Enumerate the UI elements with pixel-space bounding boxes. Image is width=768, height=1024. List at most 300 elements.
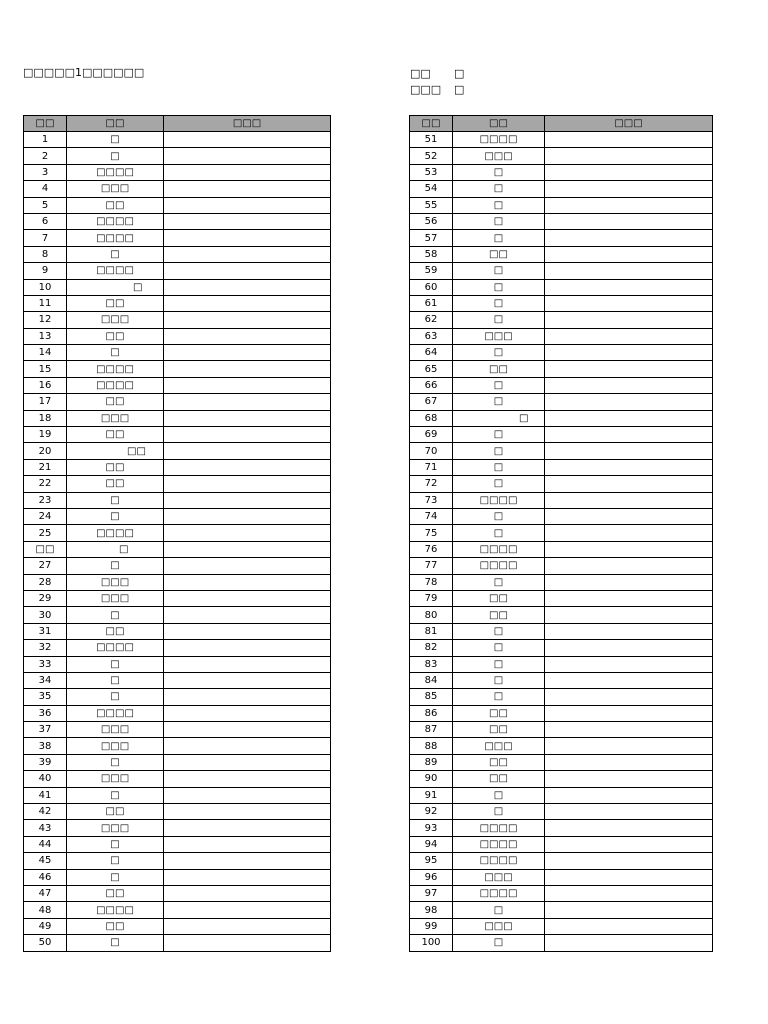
answer-cell[interactable] (164, 508, 331, 524)
table-row (24, 623, 331, 639)
table-header-row (24, 116, 331, 132)
row-number: 32 (24, 640, 67, 656)
answer-cell[interactable] (545, 689, 713, 705)
table-row (410, 656, 713, 672)
row-number: 33 (24, 656, 67, 672)
answer-cell[interactable] (545, 263, 713, 279)
answer-cell[interactable] (545, 836, 713, 852)
table-row (410, 410, 713, 426)
row-word: □ (67, 492, 164, 508)
table-row (24, 705, 331, 721)
table-row (410, 935, 713, 951)
meta-block (410, 66, 474, 98)
row-word: □ (453, 672, 545, 688)
row-word: □□ (67, 394, 164, 410)
answer-cell[interactable] (164, 836, 331, 852)
answer-cell[interactable] (545, 410, 713, 426)
answer-cell[interactable] (545, 361, 713, 377)
table-row (410, 869, 713, 885)
answer-cell[interactable] (545, 427, 713, 443)
row-word: □□ (67, 476, 164, 492)
row-word: □□□□ (453, 836, 545, 852)
row-number: 65 (410, 361, 453, 377)
table-row (24, 213, 331, 229)
answer-cell[interactable] (545, 394, 713, 410)
row-word: □ (453, 804, 545, 820)
row-number: 68 (410, 410, 453, 426)
answer-cell[interactable] (545, 656, 713, 672)
row-word: □□ (67, 459, 164, 475)
answer-cell[interactable] (545, 181, 713, 197)
answer-cell[interactable] (164, 197, 331, 213)
row-number: 58 (410, 246, 453, 262)
answer-cell[interactable] (164, 918, 331, 934)
answer-cell[interactable] (164, 820, 331, 836)
table-body-left (24, 132, 331, 952)
row-word: □ (453, 689, 545, 705)
table-row (24, 558, 331, 574)
answer-cell[interactable] (545, 902, 713, 918)
row-number: 70 (410, 443, 453, 459)
table-row (24, 443, 331, 459)
table-row (410, 246, 713, 262)
meta-row-1 (410, 66, 474, 82)
table-row (24, 312, 331, 328)
row-word: □ (453, 263, 545, 279)
row-number: 2 (24, 148, 67, 164)
answer-cell[interactable] (545, 804, 713, 820)
row-word: □□ (453, 722, 545, 738)
row-number: 61 (410, 295, 453, 311)
answer-cell[interactable] (164, 902, 331, 918)
row-word: □ (453, 508, 545, 524)
answer-cell[interactable] (164, 377, 331, 393)
answer-cell[interactable] (164, 771, 331, 787)
row-number: 62 (410, 312, 453, 328)
answer-cell[interactable] (545, 590, 713, 606)
answer-cell[interactable] (164, 459, 331, 475)
answer-cell[interactable] (545, 541, 713, 557)
header-number: □□ (410, 116, 453, 132)
row-word: □□□□ (67, 705, 164, 721)
answer-cell[interactable] (545, 525, 713, 541)
row-word: □□ (67, 804, 164, 820)
row-number: 87 (410, 722, 453, 738)
table-row (410, 361, 713, 377)
row-word: □□ (67, 885, 164, 901)
row-number: 56 (410, 213, 453, 229)
table-row (24, 869, 331, 885)
table-row (24, 738, 331, 754)
row-number: 35 (24, 689, 67, 705)
row-word: □□□ (67, 738, 164, 754)
answer-cell[interactable] (164, 213, 331, 229)
row-number: 31 (24, 623, 67, 639)
answer-cell[interactable] (164, 328, 331, 344)
answer-cell[interactable] (164, 935, 331, 951)
answer-cell[interactable] (545, 443, 713, 459)
answer-cell[interactable] (545, 148, 713, 164)
row-word: □ (67, 672, 164, 688)
answer-cell[interactable] (164, 574, 331, 590)
row-number: 12 (24, 312, 67, 328)
row-word: □□□□ (67, 263, 164, 279)
row-number: 10 (24, 279, 67, 295)
table-row (410, 541, 713, 557)
table-row (410, 738, 713, 754)
answer-cell[interactable] (545, 722, 713, 738)
table-row (24, 508, 331, 524)
table-row (24, 787, 331, 803)
answer-cell[interactable] (164, 656, 331, 672)
table-row (24, 541, 331, 557)
row-word: □ (67, 935, 164, 951)
row-number: 99 (410, 918, 453, 934)
answer-cell[interactable] (545, 328, 713, 344)
answer-cell[interactable] (164, 705, 331, 721)
row-word: □□□□ (67, 361, 164, 377)
answer-cell[interactable] (164, 410, 331, 426)
row-word: □□□ (453, 918, 545, 934)
answer-cell[interactable] (164, 804, 331, 820)
row-number: 49 (24, 918, 67, 934)
row-word: □ (67, 148, 164, 164)
row-number: 13 (24, 328, 67, 344)
table-row (410, 525, 713, 541)
row-number: 20 (24, 443, 67, 459)
row-word: □□□ (67, 820, 164, 836)
table-row (410, 427, 713, 443)
answer-cell[interactable] (545, 672, 713, 688)
sheet-title: □□□□□1□□□□□□ (23, 66, 145, 79)
table-row (410, 771, 713, 787)
table-row (24, 164, 331, 180)
row-word: □□ (453, 361, 545, 377)
row-word: □□□ (453, 148, 545, 164)
answer-cell[interactable] (164, 295, 331, 311)
row-number: 84 (410, 672, 453, 688)
row-number: 77 (410, 558, 453, 574)
row-number: 27 (24, 558, 67, 574)
answer-cell[interactable] (545, 918, 713, 934)
row-number: 36 (24, 705, 67, 721)
answer-cell[interactable] (545, 607, 713, 623)
row-word: □ (67, 607, 164, 623)
table-row (410, 574, 713, 590)
row-word: □ (453, 164, 545, 180)
table-row (24, 377, 331, 393)
table-row (24, 836, 331, 852)
row-number: 90 (410, 771, 453, 787)
table-row (24, 754, 331, 770)
answer-cell[interactable] (545, 771, 713, 787)
row-number: 93 (410, 820, 453, 836)
row-word: □□ (67, 427, 164, 443)
row-number: 18 (24, 410, 67, 426)
row-word: □ (67, 853, 164, 869)
answer-cell[interactable] (164, 590, 331, 606)
answer-cell[interactable] (545, 885, 713, 901)
table-row (410, 590, 713, 606)
row-number: 21 (24, 459, 67, 475)
answer-cell[interactable] (164, 230, 331, 246)
row-word: □□ (453, 246, 545, 262)
table-row (24, 181, 331, 197)
table-row (410, 476, 713, 492)
table-row (24, 902, 331, 918)
answer-cell[interactable] (545, 246, 713, 262)
answer-cell[interactable] (164, 853, 331, 869)
row-number: 47 (24, 885, 67, 901)
table-row (410, 885, 713, 901)
row-number: 75 (410, 525, 453, 541)
row-word: □ (453, 787, 545, 803)
answer-cell[interactable] (164, 246, 331, 262)
row-number: 85 (410, 689, 453, 705)
answer-cell[interactable] (164, 672, 331, 688)
answer-cell[interactable] (545, 754, 713, 770)
answer-cell[interactable] (164, 492, 331, 508)
answer-cell[interactable] (545, 787, 713, 803)
answer-cell[interactable] (545, 574, 713, 590)
answer-cell[interactable] (164, 132, 331, 148)
table-row (410, 902, 713, 918)
row-word: □□ (453, 607, 545, 623)
row-number: 96 (410, 869, 453, 885)
row-number: 51 (410, 132, 453, 148)
table-row (410, 328, 713, 344)
answer-cell[interactable] (164, 361, 331, 377)
row-word: □ (67, 869, 164, 885)
row-number: 57 (410, 230, 453, 246)
table-row (410, 164, 713, 180)
row-number: 53 (410, 164, 453, 180)
answer-cell[interactable] (164, 869, 331, 885)
row-word: □ (67, 656, 164, 672)
row-word: □ (453, 377, 545, 393)
row-word: □□□ (453, 869, 545, 885)
answer-cell[interactable] (545, 623, 713, 639)
table-row (24, 246, 331, 262)
answer-cell[interactable] (164, 787, 331, 803)
row-number: 25 (24, 525, 67, 541)
table-row (24, 492, 331, 508)
row-word: □ (453, 181, 545, 197)
row-number: 92 (410, 804, 453, 820)
row-number: 22 (24, 476, 67, 492)
row-word: □□□□ (67, 230, 164, 246)
row-word: □□ (67, 197, 164, 213)
row-number: 50 (24, 935, 67, 951)
table-row (410, 443, 713, 459)
table-row (24, 476, 331, 492)
row-number: 94 (410, 836, 453, 852)
row-word: □□□ (453, 738, 545, 754)
answer-cell[interactable] (545, 935, 713, 951)
row-number: 100 (410, 935, 453, 951)
answer-cell[interactable] (164, 312, 331, 328)
answer-cell[interactable] (545, 132, 713, 148)
row-word: □ (453, 279, 545, 295)
row-word: □ (453, 427, 545, 443)
row-word: □□□□ (453, 885, 545, 901)
table-row (410, 804, 713, 820)
row-number: 1 (24, 132, 67, 148)
row-word: □□□ (67, 722, 164, 738)
answer-cell[interactable] (545, 853, 713, 869)
row-word: □ (453, 312, 545, 328)
table-row (24, 607, 331, 623)
answer-cell[interactable] (164, 181, 331, 197)
row-number: 43 (24, 820, 67, 836)
answer-cell[interactable] (164, 558, 331, 574)
row-word: □□□□ (453, 820, 545, 836)
answer-cell[interactable] (164, 754, 331, 770)
row-word: □□ (67, 295, 164, 311)
table-row (24, 230, 331, 246)
answer-cell[interactable] (545, 345, 713, 361)
answer-cell[interactable] (164, 525, 331, 541)
table-row (24, 820, 331, 836)
row-word: □□ (67, 918, 164, 934)
answer-cell[interactable] (164, 541, 331, 557)
answer-cell[interactable] (164, 476, 331, 492)
row-number: 42 (24, 804, 67, 820)
row-word: □ (67, 787, 164, 803)
answer-cell[interactable] (545, 558, 713, 574)
row-word: □ (67, 836, 164, 852)
answer-cell[interactable] (545, 640, 713, 656)
row-number: 59 (410, 263, 453, 279)
answer-cell[interactable] (164, 443, 331, 459)
row-word: □□□□ (67, 525, 164, 541)
answer-cell[interactable] (545, 705, 713, 721)
row-number: 38 (24, 738, 67, 754)
answer-cell[interactable] (545, 377, 713, 393)
row-word: □ (453, 525, 545, 541)
word-table-right (409, 115, 713, 952)
answer-cell[interactable] (164, 722, 331, 738)
row-number: 78 (410, 574, 453, 590)
row-word: □□□ (67, 590, 164, 606)
row-word: □ (453, 656, 545, 672)
answer-cell[interactable] (545, 279, 713, 295)
answer-cell[interactable] (545, 213, 713, 229)
row-number: 41 (24, 787, 67, 803)
answer-cell[interactable] (545, 295, 713, 311)
answer-cell[interactable] (164, 640, 331, 656)
table-row (24, 672, 331, 688)
table-row (24, 640, 331, 656)
answer-cell[interactable] (545, 164, 713, 180)
table-row (410, 312, 713, 328)
answer-cell[interactable] (164, 885, 331, 901)
row-number: 37 (24, 722, 67, 738)
table-row (410, 295, 713, 311)
table-row (24, 885, 331, 901)
answer-cell[interactable] (164, 689, 331, 705)
row-word: □ (453, 623, 545, 639)
table-row (24, 771, 331, 787)
row-number: 4 (24, 181, 67, 197)
row-number: 69 (410, 427, 453, 443)
row-word: □□ (453, 754, 545, 770)
header-answer: □□□ (545, 116, 713, 132)
answer-cell[interactable] (164, 623, 331, 639)
row-word: □□□ (67, 312, 164, 328)
answer-cell[interactable] (164, 427, 331, 443)
row-number: 24 (24, 508, 67, 524)
row-word: □□□ (67, 771, 164, 787)
header-answer: □□□ (164, 116, 331, 132)
table-row (410, 181, 713, 197)
table-row (24, 935, 331, 951)
row-number: 98 (410, 902, 453, 918)
answer-cell[interactable] (545, 230, 713, 246)
row-number: 7 (24, 230, 67, 246)
answer-cell[interactable] (545, 820, 713, 836)
answer-cell[interactable] (545, 869, 713, 885)
answer-cell[interactable] (164, 607, 331, 623)
answer-cell[interactable] (545, 492, 713, 508)
answer-cell[interactable] (545, 312, 713, 328)
answer-cell[interactable] (164, 279, 331, 295)
answer-cell[interactable] (545, 508, 713, 524)
table-row (24, 410, 331, 426)
row-word: □□ (67, 623, 164, 639)
answer-cell[interactable] (164, 148, 331, 164)
row-number: 28 (24, 574, 67, 590)
table-body-right (410, 132, 713, 952)
answer-cell[interactable] (545, 476, 713, 492)
answer-cell[interactable] (164, 164, 331, 180)
table-row (410, 508, 713, 524)
row-word: □ (453, 476, 545, 492)
row-number: 15 (24, 361, 67, 377)
word-table-left (23, 115, 331, 952)
table-row (410, 558, 713, 574)
row-word: □ (453, 459, 545, 475)
row-number: 60 (410, 279, 453, 295)
answer-cell[interactable] (164, 263, 331, 279)
row-number: 48 (24, 902, 67, 918)
answer-cell[interactable] (545, 197, 713, 213)
header-word: □□ (453, 116, 545, 132)
answer-cell[interactable] (545, 459, 713, 475)
table-row (24, 722, 331, 738)
row-number: 44 (24, 836, 67, 852)
row-number: 9 (24, 263, 67, 279)
row-number: 55 (410, 197, 453, 213)
table-row (410, 787, 713, 803)
answer-cell[interactable] (164, 738, 331, 754)
row-word: □ (453, 902, 545, 918)
row-word: □□ (67, 443, 164, 459)
row-number: 14 (24, 345, 67, 361)
answer-cell[interactable] (164, 345, 331, 361)
answer-cell[interactable] (545, 738, 713, 754)
answer-cell[interactable] (164, 394, 331, 410)
row-word: □□□ (67, 574, 164, 590)
meta-label-1: □□ (410, 67, 431, 80)
header-number: □□ (24, 116, 67, 132)
table-row (24, 459, 331, 475)
row-word: □ (67, 132, 164, 148)
row-number: 80 (410, 607, 453, 623)
table-row (24, 656, 331, 672)
row-word: □ (67, 558, 164, 574)
table-row (410, 722, 713, 738)
